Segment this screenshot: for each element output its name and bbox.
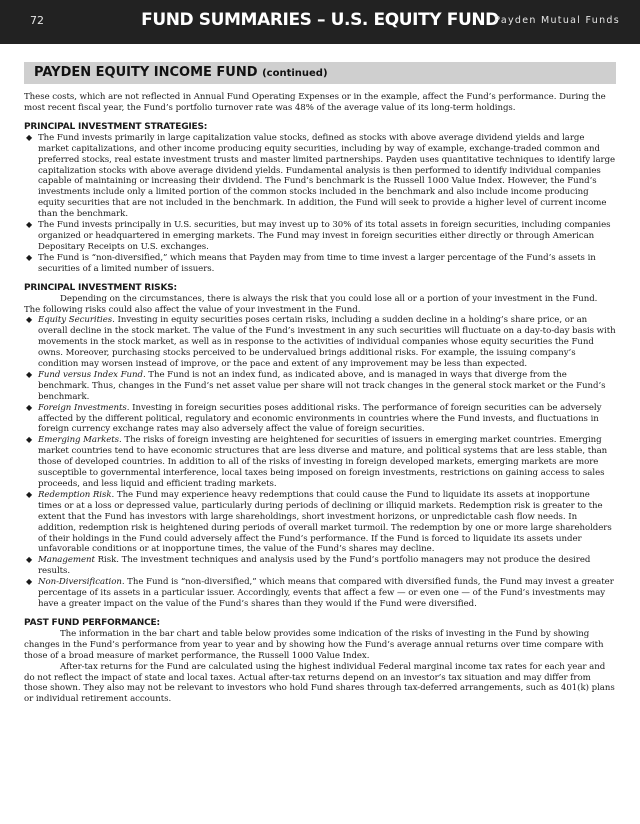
list-item-text: The Fund invests primarily in large capitalization value stocks, defined as stocks with above average dividend yields and large market capitalizations, and other income producing equity securities, including by way of example, exchange-traded common and preferred stocks, real estate investment trusts and master limited partnerships. Payden uses quantitative techniques to identify large capitalization stocks with above average dividend yields. Fundamental analysis is then performed to identify individual companies capable of maintaining or increasing their dividend. The Fund’s benchmark is the Russell 1000 Value Index. However, the Fund’s investments include only a limited portion of the common stocks included in the benchmark and also include income producing equity securities that are not included in the benchmark. In addition, the Fund will seek to provide a higher level of current income than the benchmark. [38, 132, 616, 220]
risk-text: . The Fund may experience heavy redemptions that could cause the Fund to liquidate its assets at inopportune times or at a loss or depressed value, particularly during periods of declining or illiquid markets. Redemption risk is greater to the extent that the Fund has investors with large shareholdings, short investment horizons, or unpredictable cash flow needs. In addition, redemption risk is heightened during periods of overall market turmoil. The redemption by one or more large shareholders of their holdings in the Fund could adversely affect the Fund’s performance. If the Fund is forced to liquidate its assets under unfavorable conditions or at inopportune times, the value of the Fund’s shares may decline. [38, 489, 612, 555]
performance-paragraph: The information in the bar chart and table below provides some indication of the risks of investing in the Fund by showing changes in the Fund’s performance from year to year and by showing how the Fund’s average annual returns over time compare with those of a broad measure of market performance, the Russell 1000 Value Index. [24, 628, 604, 661]
risk-term: Foreign Investments [38, 402, 127, 413]
list-item-text: The Fund invests principally in U.S. securities, but may invest up to 30% of its total assets in foreign securities, including companies organized or headquartered in emerging markets. The Fund may invest in foreign securities either directly or through American Depositary Receipts on U.S. exchanges. [38, 220, 611, 252]
strategies-heading: PRINCIPAL INVESTMENT STRATEGIES: [24, 121, 208, 132]
risk-text: . The Fund is not an index fund, as indicated above, and is managed in ways that diverge from the benchmark. Thus, changes in the Fund’s net asset value per share will not track changes in the general stock market or the Fund’s benchmark. [38, 369, 606, 402]
performance-paragraph: After-tax returns for the Fund are calculated using the highest individual Federal marginal income tax rates for each year and do not reflect the impact of state and local taxes. Actual after-tax returns depend on an investor’s tax situation and may differ from those shown. They also may not be relevant to investors who hold Fund shares through tax-deferred arrangements, such as 401(k) plans or individual retirement accounts. [24, 661, 615, 705]
list-item [24, 133, 616, 220]
list-item [24, 315, 616, 370]
page-title: FUND SUMMARIES – U.S. EQUITY FUND [141, 10, 499, 30]
bullet-icon: ◆ [26, 132, 33, 142]
list-item [24, 435, 616, 490]
document-body [24, 92, 616, 705]
strategies-list [24, 133, 616, 275]
bullet-icon: ◆ [26, 489, 33, 499]
bullet-icon: ◆ [26, 402, 33, 412]
performance-heading: PAST FUND PERFORMANCE: [24, 617, 160, 628]
fund-name: PAYDEN EQUITY INCOME FUND [34, 65, 258, 80]
fund-continued-label: (continued) [262, 68, 328, 79]
list-item [24, 253, 616, 275]
list-item [24, 403, 616, 436]
list-item [24, 490, 616, 555]
bullet-icon: ◆ [26, 315, 33, 325]
risk-term: Emerging Markets [38, 435, 120, 446]
risk-text: . The risks of foreign investing are heightened for securities of issuers in emerging market countries. Emerging market countries tend to have economic structures that are less diverse and mature, and political systems that are less stable, than those of developed countries. In addition to all of the risks of investing in foreign developed markets, emerging markets are more susceptible to governmental interference, local taxes being imposed on foreign investments, restrictions on gaining access to sales proceeds, and less liquid and efficient trading markets. [38, 435, 608, 489]
risk-term: Fund versus Index Fund [38, 369, 143, 380]
list-item [24, 220, 616, 253]
list-item-text: The Fund is “non-diversified,” which means that Payden may from time to time invest a larger percentage of the Fund’s assets in securities of a limited number of issuers. [38, 252, 596, 274]
list-item [24, 370, 616, 403]
bullet-icon: ◆ [26, 252, 33, 262]
risk-text: . Investing in equity securities poses certain risks, including a sudden decline in a holding’s share price, or an overall decline in the stock market. The value of the Fund’s investment in any such securities will fluctuate on a day-to-day basis with movements in the stock market, as well as in response to the activities of individual companies whose equity securities the Fund owns. Moreover, purchasing stocks perceived to be undervalued brings additional risks. For example, the issuing company’s condition may worsen instead of improve, or the pace and extent of any improvement may be less than expected. [38, 315, 616, 370]
bullet-icon: ◆ [26, 369, 33, 379]
fund-name-bar [24, 62, 616, 84]
list-item [24, 555, 616, 577]
risk-text: Risk. The investment techniques and analysis used by the Fund’s portfolio managers may not produce the desired results. [38, 555, 591, 577]
bullet-icon: ◆ [26, 435, 33, 445]
risk-text: . Investing in foreign securities poses additional risks. The performance of foreign securities can be adversely affected by the different political, regulatory and economic environments in countries where the Fund invests, and fluctuations in foreign currency exchange rates may also adversely affect the value of foreign securities. [38, 402, 602, 435]
risks-heading: PRINCIPAL INVESTMENT RISKS: [24, 282, 177, 293]
intro-paragraph: These costs, which are not reflected in Annual Fund Operating Expenses or in the example, affect the Fund’s performance. During the most recent fiscal year, the Fund’s portfolio turnover rate was 48% of the average value of its long-term holdings. [24, 92, 606, 113]
risk-term: Equity Securities [38, 315, 113, 326]
page-number: 72 [30, 14, 44, 27]
list-item [24, 577, 616, 610]
bullet-icon: ◆ [26, 220, 33, 230]
brand-name: Payden Mutual Funds [494, 15, 620, 26]
risks-intro: Depending on the circumstances, there is always the risk that you could lose all or a portion of your investment in the Fund. The following risks could also affect the value of your investment in the Fund. [24, 293, 598, 315]
risk-text: . The Fund is “non-diversified,” which means that compared with diversified funds, the Fund may invest a greater percentage of its assets in a particular issuer. Accordingly, events that affect a few — or even one — of the Fund’s investments may have a greater impact on the value of the Fund’s shares than they would if the Fund were diversified. [38, 577, 614, 609]
risks-list [24, 315, 616, 609]
risk-term: Non-Diversification [38, 577, 122, 588]
bullet-icon: ◆ [26, 577, 33, 587]
risk-term: Management [38, 555, 95, 566]
page-header-bar [0, 0, 640, 44]
risk-term: Redemption Risk [38, 489, 112, 500]
bullet-icon: ◆ [26, 555, 33, 565]
